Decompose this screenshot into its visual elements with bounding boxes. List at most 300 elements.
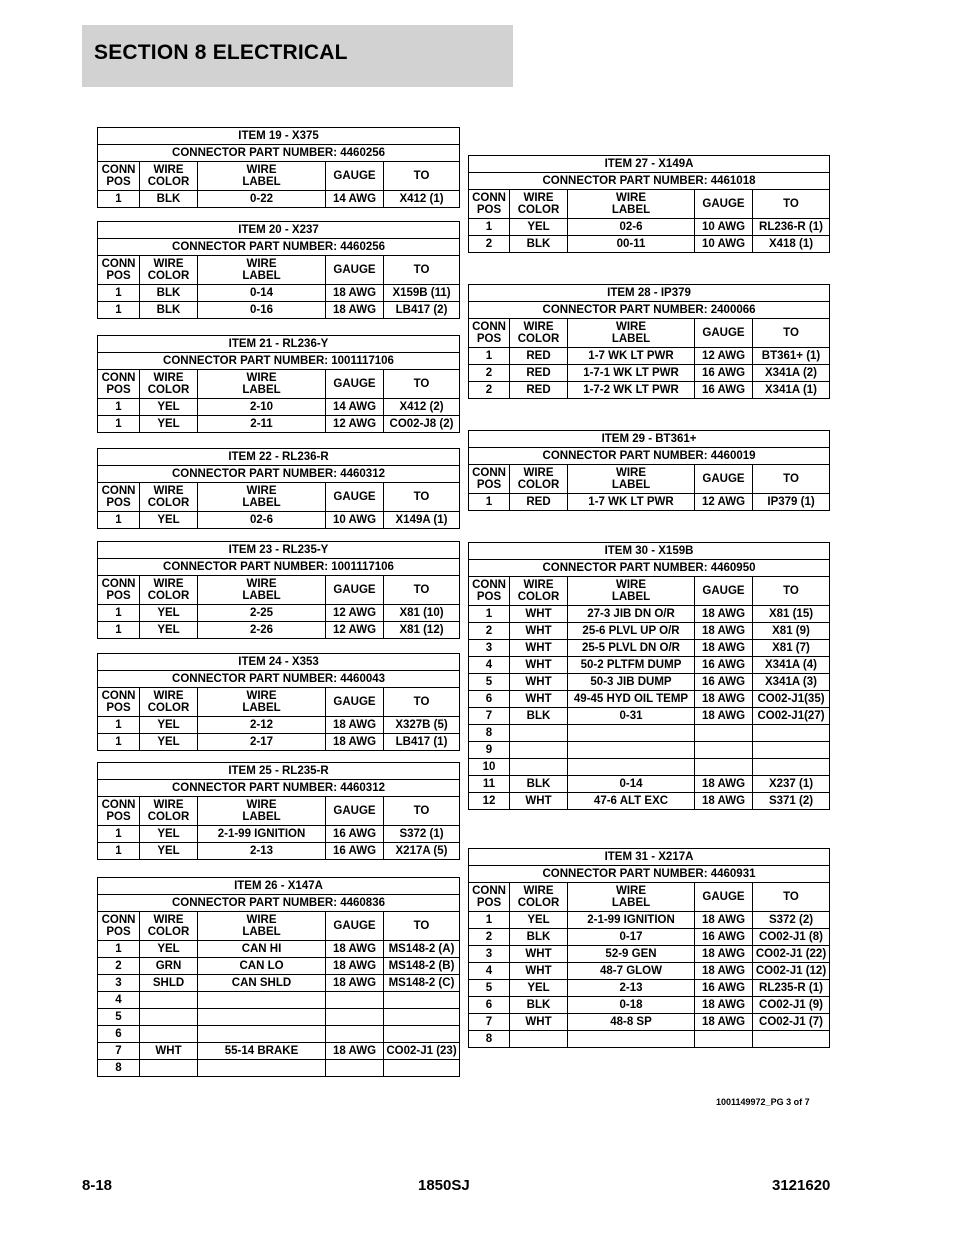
cell-gauge: 18 AWG (695, 963, 753, 980)
cell-gauge: 16 AWG (326, 843, 384, 860)
cell-gauge: 18 AWG (695, 640, 753, 657)
cell-gauge: 12 AWG (326, 416, 384, 433)
cell-gauge: 18 AWG (326, 975, 384, 992)
cell-wire-label: 50-2 PLTFM DUMP (568, 657, 695, 674)
cell-wire-color: YEL (140, 717, 198, 734)
header-wire-color: WIRE COLOR (510, 577, 568, 606)
cell-gauge (695, 725, 753, 742)
cell-gauge (326, 1026, 384, 1043)
cell-wire-label: 49-45 HYD OIL TEMP (568, 691, 695, 708)
cell-wire-color: YEL (510, 912, 568, 929)
header-gauge: GAUGE (326, 483, 384, 512)
table-row (469, 691, 830, 708)
cell-gauge (695, 742, 753, 759)
header-to: TO (753, 319, 830, 348)
cell-to: S372 (1) (384, 826, 460, 843)
cell-conn-pos: 1 (98, 843, 140, 860)
cell-conn-pos: 2 (469, 236, 510, 253)
table-row (98, 734, 460, 751)
table-row (98, 512, 460, 529)
header-wire-color: WIRE COLOR (140, 162, 198, 191)
cell-gauge: 18 AWG (695, 623, 753, 640)
cell-to: X81 (7) (753, 640, 830, 657)
header-wire-label: WIRE LABEL (198, 483, 326, 512)
connector-part-number: CONNECTOR PART NUMBER: 4460256 (98, 239, 460, 256)
cell-wire-label: 2-1-99 IGNITION (198, 826, 326, 843)
table-row (98, 843, 460, 860)
header-to: TO (384, 256, 460, 285)
table-row (98, 191, 460, 208)
header-to: TO (384, 912, 460, 941)
cell-gauge: 14 AWG (326, 399, 384, 416)
cell-wire-label: 2-1-99 IGNITION (568, 912, 695, 929)
cell-to: LB417 (2) (384, 302, 460, 319)
table-row (98, 416, 460, 433)
cell-conn-pos: 1 (98, 302, 140, 319)
connector-table (97, 221, 459, 319)
connector-table (468, 284, 829, 399)
cell-wire-color: WHT (510, 963, 568, 980)
table-row (469, 1014, 830, 1031)
header-gauge: GAUGE (695, 883, 753, 912)
cell-wire-color: SHLD (140, 975, 198, 992)
cell-wire-color: YEL (140, 622, 198, 639)
cell-to: CO02-J8 (2) (384, 416, 460, 433)
connector-part-number: CONNECTOR PART NUMBER: 4460836 (98, 895, 460, 912)
cell-wire-label: 1-7-2 WK LT PWR (568, 382, 695, 399)
cell-wire-label: 2-13 (198, 843, 326, 860)
item-title: ITEM 26 - X147A (98, 878, 460, 895)
cell-wire-label: 0-14 (568, 776, 695, 793)
cell-wire-color: YEL (140, 605, 198, 622)
header-to: TO (384, 688, 460, 717)
cell-conn-pos: 11 (469, 776, 510, 793)
cell-wire-color: RED (510, 382, 568, 399)
cell-conn-pos: 12 (469, 793, 510, 810)
cell-wire-label: 2-17 (198, 734, 326, 751)
header-to: TO (384, 483, 460, 512)
item-title: ITEM 22 - RL236-R (98, 449, 460, 466)
section-title: SECTION 8 ELECTRICAL (94, 41, 348, 64)
cell-conn-pos: 1 (469, 912, 510, 929)
cell-conn-pos: 7 (469, 708, 510, 725)
table-row (469, 236, 830, 253)
cell-conn-pos: 1 (98, 285, 140, 302)
header-wire-color: WIRE COLOR (140, 256, 198, 285)
cell-wire-label: 2-25 (198, 605, 326, 622)
cell-wire-label: 2-13 (568, 980, 695, 997)
connector-table (97, 335, 459, 433)
connector-table (468, 848, 829, 1048)
header-gauge: GAUGE (326, 162, 384, 191)
cell-conn-pos: 5 (469, 980, 510, 997)
connector-part-number: CONNECTOR PART NUMBER: 1001117106 (98, 353, 460, 370)
cell-to: X237 (1) (753, 776, 830, 793)
cell-wire-label: CAN HI (198, 941, 326, 958)
connector-table (97, 653, 459, 751)
cell-gauge: 12 AWG (326, 605, 384, 622)
cell-wire-label: 0-16 (198, 302, 326, 319)
header-wire-label: WIRE LABEL (198, 256, 326, 285)
cell-gauge: 12 AWG (326, 622, 384, 639)
cell-conn-pos: 1 (469, 219, 510, 236)
cell-wire-label (198, 1026, 326, 1043)
connector-table (97, 877, 459, 1077)
cell-wire-color: YEL (140, 826, 198, 843)
cell-wire-color (510, 759, 568, 776)
cell-gauge (326, 1009, 384, 1026)
table-row (469, 219, 830, 236)
cell-wire-color (510, 1031, 568, 1048)
cell-wire-color: WHT (510, 674, 568, 691)
table-row (98, 717, 460, 734)
connector-table (97, 448, 459, 529)
cell-gauge: 10 AWG (695, 219, 753, 236)
item-title: ITEM 30 - X159B (469, 543, 830, 560)
cell-to: CO02-J1(27) (753, 708, 830, 725)
cell-wire-color: BLK (510, 929, 568, 946)
cell-to: CO02-J1 (9) (753, 997, 830, 1014)
cell-wire-color: RED (510, 365, 568, 382)
cell-wire-color: YEL (140, 512, 198, 529)
cell-wire-label: 1-7-1 WK LT PWR (568, 365, 695, 382)
cell-wire-label (568, 759, 695, 776)
cell-wire-color: YEL (510, 219, 568, 236)
header-wire-label: WIRE LABEL (198, 576, 326, 605)
cell-gauge: 18 AWG (695, 776, 753, 793)
cell-conn-pos: 4 (469, 963, 510, 980)
cell-conn-pos: 2 (469, 382, 510, 399)
cell-to: CO02-J1(35) (753, 691, 830, 708)
cell-to: MS148-2 (A) (384, 941, 460, 958)
cell-wire-color: YEL (510, 980, 568, 997)
cell-to (384, 1026, 460, 1043)
table-row (98, 302, 460, 319)
cell-to (384, 1060, 460, 1077)
header-gauge: GAUGE (695, 319, 753, 348)
cell-gauge: 18 AWG (326, 717, 384, 734)
cell-wire-color: WHT (510, 691, 568, 708)
cell-to: RL236-R (1) (753, 219, 830, 236)
cell-to: MS148-2 (C) (384, 975, 460, 992)
cell-wire-color: GRN (140, 958, 198, 975)
cell-to: CO02-J1 (22) (753, 946, 830, 963)
header-conn-pos: CONN POS (98, 483, 140, 512)
cell-wire-color: YEL (140, 843, 198, 860)
connector-part-number: CONNECTOR PART NUMBER: 4460256 (98, 145, 460, 162)
header-wire-color: WIRE COLOR (510, 190, 568, 219)
header-gauge: GAUGE (326, 912, 384, 941)
header-gauge: GAUGE (695, 190, 753, 219)
cell-wire-label: CAN LO (198, 958, 326, 975)
cell-gauge: 18 AWG (326, 285, 384, 302)
header-to: TO (753, 577, 830, 606)
connector-part-number: CONNECTOR PART NUMBER: 4460019 (469, 448, 830, 465)
item-title: ITEM 24 - X353 (98, 654, 460, 671)
cell-wire-color: WHT (510, 606, 568, 623)
cell-wire-color: BLK (140, 302, 198, 319)
cell-conn-pos: 9 (469, 742, 510, 759)
cell-wire-color (510, 725, 568, 742)
connector-part-number: CONNECTOR PART NUMBER: 4460312 (98, 780, 460, 797)
cell-wire-label: 2-10 (198, 399, 326, 416)
cell-to: X341A (3) (753, 674, 830, 691)
header-gauge: GAUGE (326, 370, 384, 399)
header-wire-color: WIRE COLOR (140, 483, 198, 512)
cell-to: X81 (10) (384, 605, 460, 622)
cell-wire-color: RED (510, 348, 568, 365)
item-title: ITEM 21 - RL236-Y (98, 336, 460, 353)
cell-wire-label: 00-11 (568, 236, 695, 253)
cell-wire-color: RED (510, 494, 568, 511)
cell-gauge: 16 AWG (695, 365, 753, 382)
cell-gauge: 16 AWG (695, 980, 753, 997)
cell-conn-pos: 2 (469, 365, 510, 382)
cell-gauge: 18 AWG (326, 958, 384, 975)
cell-wire-label (568, 742, 695, 759)
cell-to: CO02-J1 (23) (384, 1043, 460, 1060)
connector-table (97, 127, 459, 208)
connector-part-number: CONNECTOR PART NUMBER: 4460312 (98, 466, 460, 483)
header-conn-pos: CONN POS (98, 912, 140, 941)
cell-wire-label (198, 992, 326, 1009)
cell-wire-color: BLK (510, 236, 568, 253)
table-row (98, 975, 460, 992)
cell-wire-color: BLK (140, 285, 198, 302)
cell-gauge (695, 1031, 753, 1048)
cell-gauge: 18 AWG (695, 912, 753, 929)
header-wire-label: WIRE LABEL (198, 912, 326, 941)
table-row (469, 382, 830, 399)
table-row (469, 793, 830, 810)
cell-to (753, 1031, 830, 1048)
cell-wire-color: BLK (510, 708, 568, 725)
cell-conn-pos: 1 (98, 512, 140, 529)
cell-gauge: 10 AWG (326, 512, 384, 529)
header-wire-color: WIRE COLOR (510, 465, 568, 494)
table-row (98, 605, 460, 622)
table-row (469, 494, 830, 511)
cell-wire-label: 02-6 (568, 219, 695, 236)
cell-gauge: 18 AWG (695, 793, 753, 810)
cell-wire-label (198, 1009, 326, 1026)
table-row (98, 1026, 460, 1043)
cell-to (753, 742, 830, 759)
cell-gauge: 18 AWG (326, 1043, 384, 1060)
cell-conn-pos: 3 (98, 975, 140, 992)
table-row (469, 946, 830, 963)
header-to: TO (384, 797, 460, 826)
cell-gauge: 16 AWG (695, 929, 753, 946)
cell-conn-pos: 7 (469, 1014, 510, 1031)
header-conn-pos: CONN POS (98, 256, 140, 285)
cell-to (384, 1009, 460, 1026)
table-row (469, 623, 830, 640)
cell-gauge: 16 AWG (695, 382, 753, 399)
cell-conn-pos: 6 (98, 1026, 140, 1043)
cell-wire-label: 52-9 GEN (568, 946, 695, 963)
cell-wire-label: 27-3 JIB DN O/R (568, 606, 695, 623)
header-conn-pos: CONN POS (469, 465, 510, 494)
cell-to: CO02-J1 (8) (753, 929, 830, 946)
connector-table (97, 541, 459, 639)
cell-wire-label: 1-7 WK LT PWR (568, 494, 695, 511)
cell-wire-label: 47-6 ALT EXC (568, 793, 695, 810)
cell-to: X81 (9) (753, 623, 830, 640)
item-title: ITEM 25 - RL235-R (98, 763, 460, 780)
table-row (469, 742, 830, 759)
cell-wire-label: 25-5 PLVL DN O/R (568, 640, 695, 657)
connector-table (468, 430, 829, 511)
cell-gauge: 18 AWG (695, 1014, 753, 1031)
cell-wire-label: 48-7 GLOW (568, 963, 695, 980)
table-row (469, 912, 830, 929)
cell-gauge: 12 AWG (695, 348, 753, 365)
header-wire-label: WIRE LABEL (568, 190, 695, 219)
connector-table (97, 762, 459, 860)
cell-conn-pos: 6 (469, 997, 510, 1014)
cell-to: X341A (2) (753, 365, 830, 382)
cell-gauge (326, 992, 384, 1009)
connector-part-number: CONNECTOR PART NUMBER: 1001117106 (98, 559, 460, 576)
table-row (469, 348, 830, 365)
item-title: ITEM 19 - X375 (98, 128, 460, 145)
table-row (469, 1031, 830, 1048)
cell-conn-pos: 1 (469, 494, 510, 511)
cell-to (384, 992, 460, 1009)
header-conn-pos: CONN POS (98, 370, 140, 399)
header-wire-label: WIRE LABEL (568, 883, 695, 912)
cell-conn-pos: 3 (469, 640, 510, 657)
header-wire-color: WIRE COLOR (510, 883, 568, 912)
connector-part-number: CONNECTOR PART NUMBER: 4460931 (469, 866, 830, 883)
cell-to: X412 (1) (384, 191, 460, 208)
cell-to: BT361+ (1) (753, 348, 830, 365)
cell-to: X418 (1) (753, 236, 830, 253)
cell-gauge: 18 AWG (695, 708, 753, 725)
footer-model: 1850SJ (418, 1177, 470, 1194)
cell-conn-pos: 1 (98, 416, 140, 433)
cell-conn-pos: 1 (98, 717, 140, 734)
cell-conn-pos: 8 (469, 725, 510, 742)
header-gauge: GAUGE (326, 688, 384, 717)
header-to: TO (753, 465, 830, 494)
page-code: 1001149972_PG 3 of 7 (716, 1097, 810, 1107)
cell-to: LB417 (1) (384, 734, 460, 751)
cell-wire-color (140, 1026, 198, 1043)
header-wire-color: WIRE COLOR (140, 370, 198, 399)
cell-wire-color: WHT (510, 946, 568, 963)
cell-wire-color: YEL (140, 941, 198, 958)
cell-conn-pos: 2 (469, 929, 510, 946)
cell-to: CO02-J1 (12) (753, 963, 830, 980)
table-row (98, 285, 460, 302)
cell-to: IP379 (1) (753, 494, 830, 511)
cell-conn-pos: 7 (98, 1043, 140, 1060)
header-gauge: GAUGE (326, 256, 384, 285)
cell-to: X149A (1) (384, 512, 460, 529)
header-wire-color: WIRE COLOR (140, 576, 198, 605)
cell-wire-color: WHT (510, 1014, 568, 1031)
cell-conn-pos: 8 (98, 1060, 140, 1077)
cell-conn-pos: 1 (98, 605, 140, 622)
cell-to: RL235-R (1) (753, 980, 830, 997)
table-row (469, 980, 830, 997)
cell-to: X217A (5) (384, 843, 460, 860)
cell-wire-label: 55-14 BRAKE (198, 1043, 326, 1060)
cell-wire-label: 48-8 SP (568, 1014, 695, 1031)
footer-doc-number: 3121620 (772, 1177, 831, 1194)
cell-wire-color: WHT (510, 657, 568, 674)
cell-to: CO02-J1 (7) (753, 1014, 830, 1031)
connector-part-number: CONNECTOR PART NUMBER: 4461018 (469, 173, 830, 190)
header-wire-color: WIRE COLOR (140, 797, 198, 826)
cell-to: X327B (5) (384, 717, 460, 734)
table-row (98, 1060, 460, 1077)
header-gauge: GAUGE (326, 797, 384, 826)
connector-part-number: CONNECTOR PART NUMBER: 4460043 (98, 671, 460, 688)
connector-table (468, 542, 829, 810)
header-wire-color: WIRE COLOR (140, 688, 198, 717)
header-conn-pos: CONN POS (98, 688, 140, 717)
cell-gauge (695, 759, 753, 776)
cell-gauge: 18 AWG (695, 997, 753, 1014)
cell-wire-label (198, 1060, 326, 1077)
item-title: ITEM 31 - X217A (469, 849, 830, 866)
cell-gauge (326, 1060, 384, 1077)
table-row (469, 997, 830, 1014)
header-gauge: GAUGE (326, 576, 384, 605)
cell-conn-pos: 4 (469, 657, 510, 674)
cell-conn-pos: 5 (469, 674, 510, 691)
header-conn-pos: CONN POS (469, 577, 510, 606)
cell-gauge: 18 AWG (695, 946, 753, 963)
table-row (98, 622, 460, 639)
cell-to: S371 (2) (753, 793, 830, 810)
table-row (469, 365, 830, 382)
header-conn-pos: CONN POS (98, 162, 140, 191)
cell-wire-label: 1-7 WK LT PWR (568, 348, 695, 365)
cell-conn-pos: 10 (469, 759, 510, 776)
cell-to: X412 (2) (384, 399, 460, 416)
cell-wire-label: 50-3 JIB DUMP (568, 674, 695, 691)
header-to: TO (384, 162, 460, 191)
connector-table (468, 155, 829, 253)
header-wire-color: WIRE COLOR (140, 912, 198, 941)
cell-gauge: 16 AWG (326, 826, 384, 843)
table-row (469, 640, 830, 657)
connector-part-number: CONNECTOR PART NUMBER: 4460950 (469, 560, 830, 577)
cell-conn-pos: 2 (469, 623, 510, 640)
cell-conn-pos: 1 (98, 399, 140, 416)
cell-conn-pos: 1 (98, 191, 140, 208)
cell-gauge: 18 AWG (326, 941, 384, 958)
cell-conn-pos: 1 (469, 348, 510, 365)
cell-gauge: 18 AWG (326, 302, 384, 319)
cell-to: X159B (11) (384, 285, 460, 302)
table-row (469, 725, 830, 742)
cell-conn-pos: 5 (98, 1009, 140, 1026)
header-conn-pos: CONN POS (469, 319, 510, 348)
header-wire-label: WIRE LABEL (568, 319, 695, 348)
table-row (98, 826, 460, 843)
cell-wire-color (140, 1060, 198, 1077)
table-row (469, 708, 830, 725)
cell-gauge: 18 AWG (695, 606, 753, 623)
table-row (469, 776, 830, 793)
header-to: TO (384, 576, 460, 605)
cell-gauge: 16 AWG (695, 674, 753, 691)
